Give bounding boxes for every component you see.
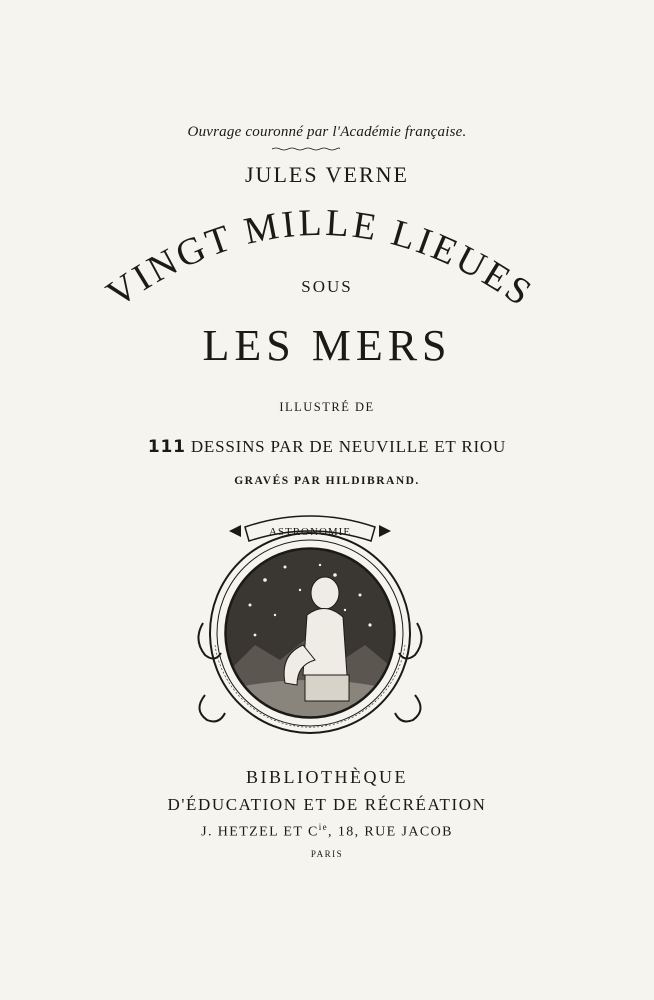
publisher-suffix: , 18, RUE JACOB [328, 824, 453, 840]
drawings-line [0, 437, 654, 457]
library-line-2: D'ÉDUCATION ET DE RÉCRÉATION [167, 795, 487, 814]
title-sous: SOUS [301, 277, 353, 296]
illustrated-line: ILLUSTRÉ DE [279, 400, 375, 414]
city-line: PARIS [310, 849, 344, 859]
ornamental-rule [272, 147, 340, 151]
stargazing-child-vignette [185, 505, 435, 745]
publisher-superscript: ie [318, 822, 329, 832]
drawings-text: DESSINS PAR DE NEUVILLE ET RIOU [185, 437, 507, 456]
vignette-motto: ASTRONOMIE [268, 526, 352, 538]
award-line: Ouvrage couronné par l'Académie française. [187, 124, 467, 140]
publisher-prefix: J. HETZEL ET C [201, 824, 319, 840]
engraver-line: GRAVÉS PAR HILDIBRAND. [234, 475, 420, 487]
title-arc-text: VINGT MILLE LIEUES [99, 201, 541, 316]
publisher-line [0, 822, 654, 841]
title-main: LES MERS [202, 321, 452, 370]
library-line-1: BIBLIOTHÈQUE [246, 767, 408, 787]
drawings-count: 111 [147, 437, 186, 457]
author-name: JULES VERNE [245, 162, 409, 187]
